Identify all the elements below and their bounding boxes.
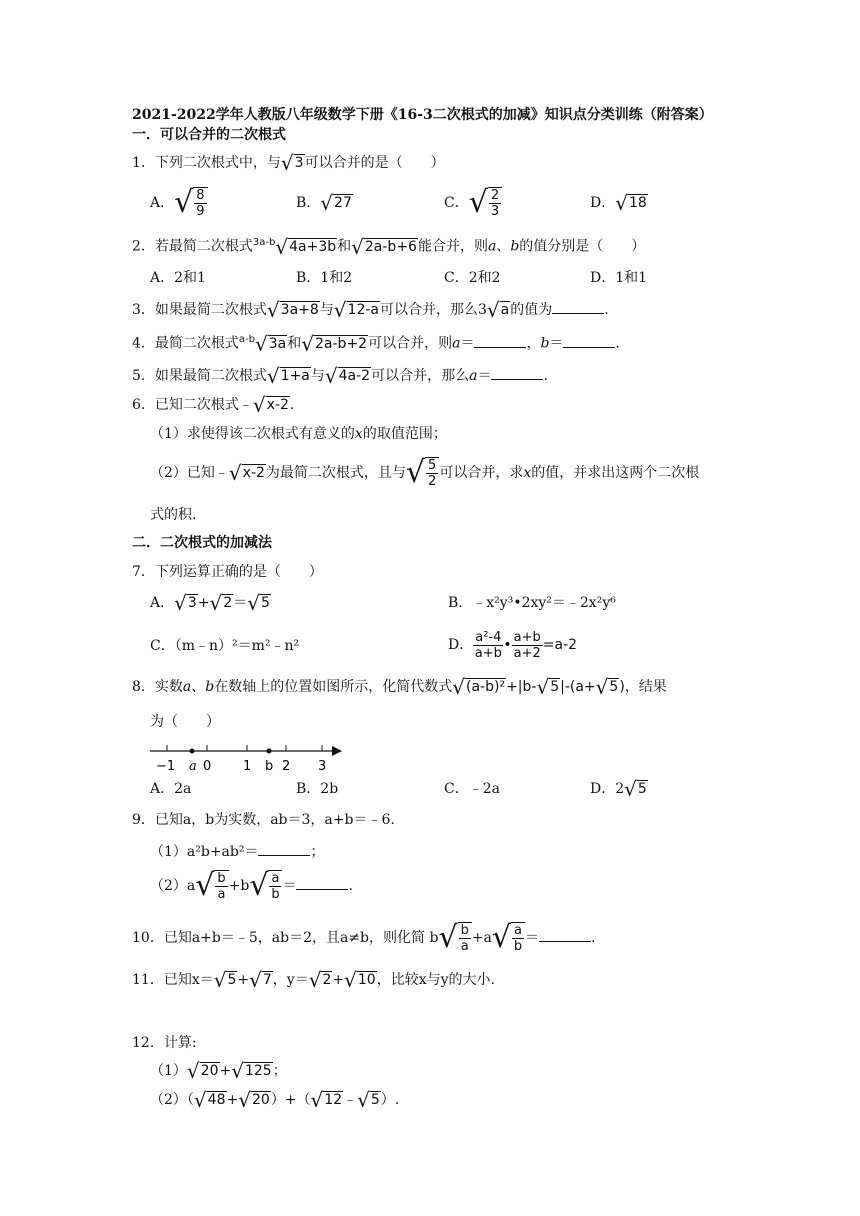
q7-option-b: B．﹣x²y³•2xy²＝﹣2x²y⁶ bbox=[448, 595, 616, 611]
tick-minus-1: −1 bbox=[156, 759, 176, 774]
question-4: 4．最简二次根式$^{a-b}$√3a和√2a-b+2可以合并，则a＝ ，b＝ . bbox=[132, 331, 620, 356]
q1-options: A．√ $\frac{8}{9}$ B．√27 C．√ $\frac{2}{3}$ D．√18 bbox=[150, 185, 647, 220]
q9-blank-2 bbox=[296, 875, 348, 890]
q9-part-1: （1）a²b+ab²＝ ； bbox=[150, 841, 324, 862]
q12-part-2: （2）（√48+√20）+（√12﹣√5）. bbox=[150, 1088, 400, 1112]
q3-answer-blank bbox=[552, 299, 604, 314]
q6-part-2-line2: 式的积. bbox=[150, 507, 197, 523]
question-5: 5．如果最简二次根式√1+a与√4a-2可以合并，那么a＝ . bbox=[132, 364, 548, 388]
question-11: 11．已知x＝√5+√7，y＝√2+√10，比较x与y的大小. bbox=[132, 968, 495, 992]
tick-0: 0 bbox=[203, 759, 212, 774]
q7-option-c: C．（m﹣n）²＝m²﹣n² bbox=[150, 638, 300, 654]
q5-blank bbox=[491, 365, 543, 380]
q7-option-d: D． $\frac{\text{a²-4}}{a+b}$ • $\frac{a+b}{a+2}$ =a-2 bbox=[448, 629, 578, 661]
section-heading-2: 二．二次根式的加减法 bbox=[132, 535, 272, 551]
q10-blank bbox=[539, 927, 591, 942]
question-6: 6．已知二次根式﹣√x-2. bbox=[132, 393, 295, 417]
q6-part-1: （1）求使得该二次根式有意义的x的取值范围； bbox=[150, 426, 447, 442]
q8-line2: 为（ ） bbox=[150, 714, 220, 730]
number-line bbox=[148, 740, 348, 774]
q9-blank-1 bbox=[258, 841, 310, 856]
page-title: 2021-2022学年人教版八年级数学下册《16-3二次根式的加减》知识点分类训练（附答案） bbox=[132, 107, 713, 123]
q4-blank-a bbox=[474, 333, 526, 348]
q7-option-a: A．√3+√2＝√5 bbox=[150, 591, 270, 615]
tick-a: a bbox=[189, 759, 197, 774]
q6-part-2: （2）已知﹣√x-2为最简二次根式，且与√ $\frac{5}{2}$ 可以合并，求x的值，并求出这两个二次根 bbox=[150, 455, 700, 490]
question-3: 3．如果最简二次根式√3a+8与√12-a可以合并，那么3√a的值为 . bbox=[132, 298, 609, 322]
q4-blank-b bbox=[563, 333, 615, 348]
section-heading-1: 一．可以合并的二次根式 bbox=[132, 127, 286, 143]
tick-1: 1 bbox=[243, 759, 252, 774]
q9-part-2: （2）a√ $\frac{b}{a}$ +b√ $\frac{a}{b}$ ＝ . bbox=[150, 868, 353, 903]
question-9: 9．已知a，b为实数，ab＝3，a+b＝﹣6. bbox=[132, 812, 395, 828]
question-7: 7．下列运算正确的是（ ） bbox=[132, 564, 323, 580]
question-2: 2．若最简二次根式$^{3a-b}$√4a+3b和√2a-b+6能合并，则a、b的值分别是（ ） bbox=[132, 234, 646, 259]
q1-stem: 1．下列二次根式中，与 bbox=[132, 155, 281, 171]
question-1: 1．下列二次根式中，与√3可以合并的是（ ） bbox=[132, 151, 445, 175]
q8-options: A．2a B．2b C．﹣2a D．2√5 bbox=[150, 777, 647, 801]
tick-2: 2 bbox=[282, 759, 291, 774]
question-10: 10．已知a+b＝﹣5，ab＝2，且a≠b，则化简 b√ $\frac{b}{a}$ +a√ $\frac{a}{b}$ ＝ . bbox=[132, 920, 596, 955]
tick-b: b bbox=[265, 759, 274, 774]
question-8: 8．实数a、b在数轴上的位置如图所示，化简代数式√(a-b)²+|b-√5|-(a+√5)，结果 bbox=[132, 675, 667, 699]
q1-radical: √3 bbox=[280, 151, 304, 175]
q2-options: A．2和1 B．1和2 C．2和2 D．1和1 bbox=[150, 270, 648, 286]
tick-3: 3 bbox=[318, 759, 327, 774]
q12-part-1: （1）√20+√125； bbox=[150, 1059, 287, 1083]
question-12: 12．计算: bbox=[132, 1035, 197, 1051]
